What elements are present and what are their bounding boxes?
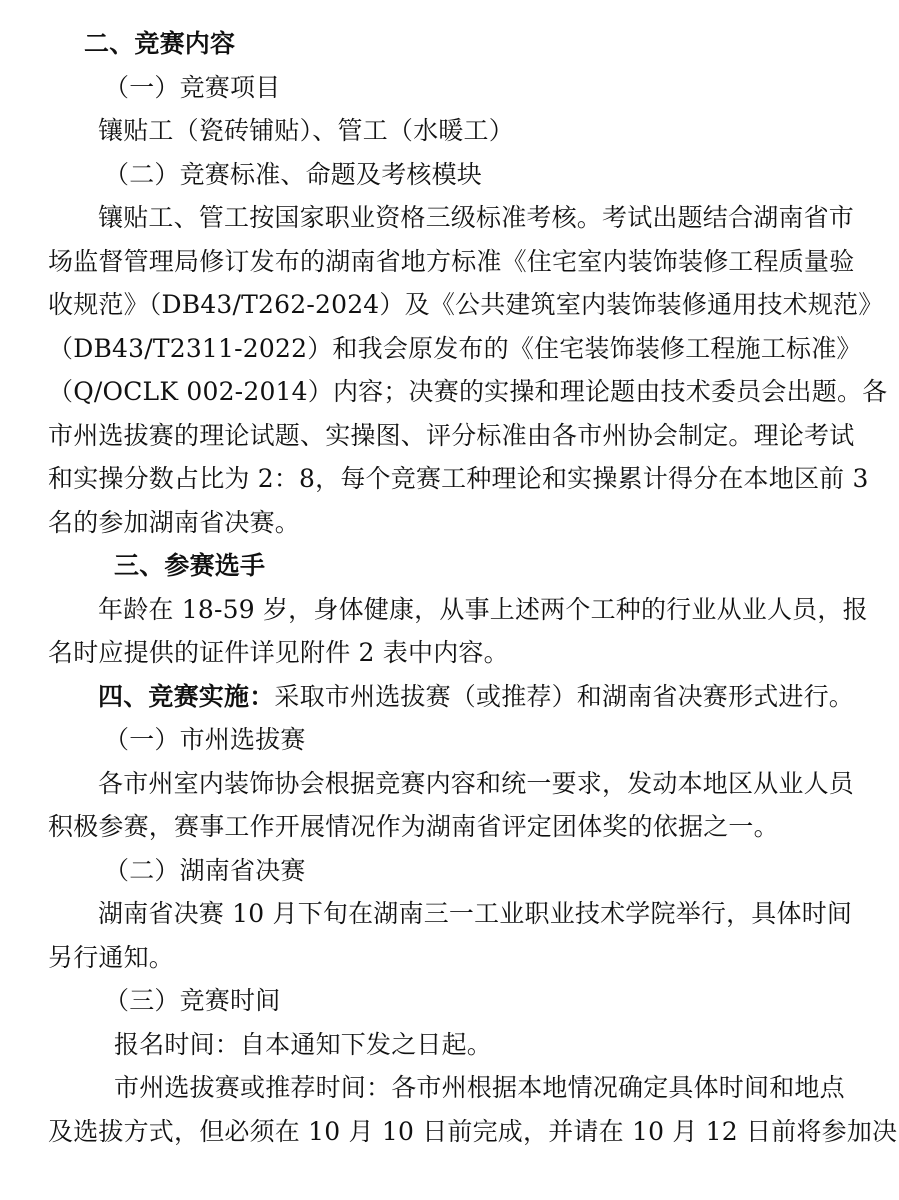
subheading-city-selection: （一）市州选拔赛	[104, 725, 306, 754]
paragraph-line: （Q/OCLK 002-2014）内容；决赛的实操和理论题由技术委员会出题。各	[48, 377, 888, 406]
paragraph-line: 积极参赛，赛事工作开展情况作为湖南省评定团体奖的依据之一。	[48, 812, 779, 841]
paragraph-line: 年龄在 18-59 岁，身体健康，从事上述两个工种的行业从业人员，报	[98, 594, 868, 624]
subheading-competition-time: （三）竞赛时间	[104, 986, 281, 1015]
paragraph-line: 市州选拔赛的理论试题、实操图、评分标准由各市州协会制定。理论考试	[48, 420, 855, 450]
paragraph-line: 报名时间：自本通知下发之日起。	[114, 1029, 493, 1059]
paragraph-line: 和实操分数占比为 2：8，每个竞赛工种理论和实操累计得分在本地区前 3	[48, 464, 869, 493]
paragraph-line: 名时应提供的证件详见附件 2 表中内容。	[48, 638, 509, 667]
paragraph-line: 收规范》（DB43/T262-2024）及《公共建筑室内装饰装修通用技术规范》	[48, 290, 884, 319]
paragraph-line: （DB43/T2311-2022）和我会原发布的《住宅装饰装修工程施工标准》	[48, 333, 862, 363]
paragraph-line: 镶贴工、管工按国家职业资格三级标准考核。考试出题结合湖南省市	[98, 203, 855, 232]
paragraph-line: 各市州室内装饰协会根据竞赛内容和统一要求，发动本地区从业人员	[98, 768, 855, 798]
paragraph-line: 另行通知。	[48, 942, 175, 972]
section-heading-2: 二、竞赛内容	[84, 29, 236, 58]
paragraph-line: 名的参加湖南省决赛。	[48, 507, 301, 537]
paragraph-line: 湖南省决赛 10 月下旬在湖南三一工业职业技术学院举行，具体时间	[98, 899, 853, 928]
subheading-standards: （二）竞赛标准、命题及考核模块	[104, 159, 483, 189]
subheading-provincial-final: （二）湖南省决赛	[104, 855, 306, 885]
paragraph-line: 及选拔方式，但必须在 10 月 10 日前完成，并请在 10 月 12 日前将参加决	[48, 1116, 898, 1146]
paragraph-line: 镶贴工（瓷砖铺贴）、管工（水暖工）	[98, 116, 514, 145]
section-heading-4: 四、竞赛实施：	[98, 681, 275, 711]
section-heading-4-text: 采取市州选拔赛（或推荐）和湖南省决赛形式进行。	[274, 681, 855, 711]
section-heading-4-line	[48, 675, 857, 719]
paragraph-line: 场监督管理局修订发布的湖南省地方标准《住宅室内装饰装修工程质量验	[48, 246, 855, 276]
paragraph-line: 市州选拔赛或推荐时间：各市州根据本地情况确定具体时间和地点	[114, 1073, 845, 1102]
section-heading-3: 三、参赛选手	[114, 551, 266, 580]
subheading-competition-items: （一）竞赛项目	[104, 72, 281, 102]
